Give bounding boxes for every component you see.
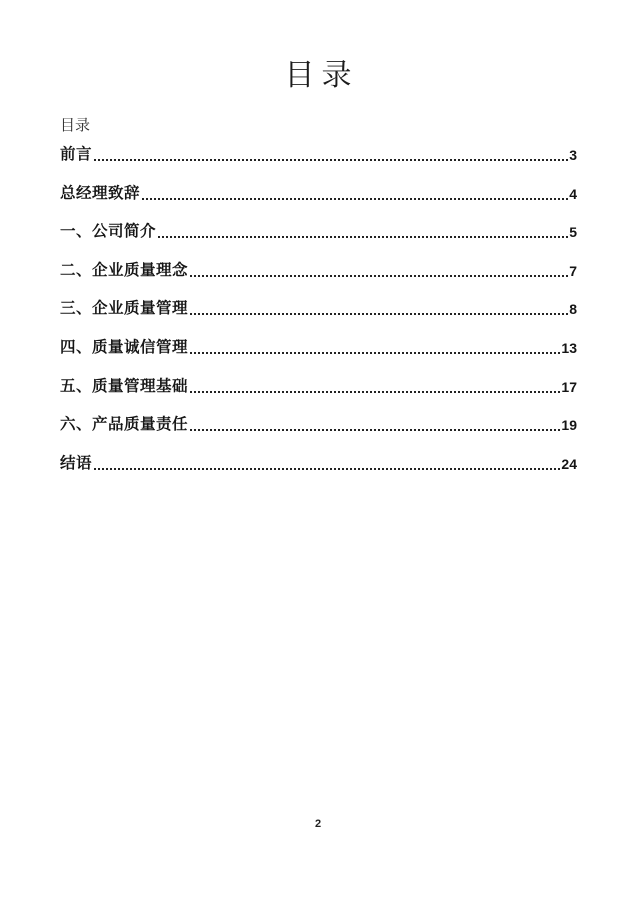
toc-entry-label: 三、企业质量管理 [60,300,189,318]
dot-leader [190,352,560,354]
dot-leader [190,391,560,393]
toc-entry-label: 一、公司简介 [60,223,157,241]
toc-entry-page-number: 17 [561,378,577,395]
footer-page-number: 2 [314,818,322,830]
toc-list [60,143,577,490]
dot-leader [190,275,568,277]
toc-entry[interactable] [60,452,577,473]
toc-entry[interactable] [60,297,577,318]
toc-entry[interactable] [60,413,577,434]
toc-entry-page-number: 4 [569,185,577,202]
dot-leader [94,159,568,161]
toc-field-label: 目录 [60,118,91,134]
toc-entry[interactable] [60,220,577,241]
dot-leader [142,198,568,200]
toc-entry-label: 四、质量诚信管理 [60,338,189,356]
dot-leader [190,429,560,431]
dot-leader [94,468,560,470]
page-title: 目录 [284,59,359,92]
toc-entry-label: 结语 [60,454,93,472]
toc-entry-page-number: 3 [569,147,577,163]
dot-leader [190,313,568,315]
toc-entry-label: 总经理致辞 [60,184,141,202]
toc-entry[interactable] [60,143,577,164]
toc-entry[interactable] [60,182,577,203]
toc-entry-page-number: 13 [561,339,577,356]
toc-entry[interactable] [60,375,577,396]
toc-entry-label: 二、企业质量理念 [60,261,189,279]
toc-entry-label: 五、质量管理基础 [60,377,189,395]
toc-entry-page-number: 19 [561,417,577,434]
toc-entry[interactable] [60,336,577,357]
toc-entry-label: 前言 [60,146,93,163]
toc-entry[interactable] [60,259,577,280]
toc-entry-page-number: 7 [569,262,577,279]
toc-entry-page-number: 5 [569,224,577,241]
toc-entry-page-number: 8 [569,301,577,318]
toc-entry-label: 六、产品质量责任 [60,416,189,434]
dot-leader [158,236,568,238]
toc-entry-page-number: 24 [561,455,577,472]
